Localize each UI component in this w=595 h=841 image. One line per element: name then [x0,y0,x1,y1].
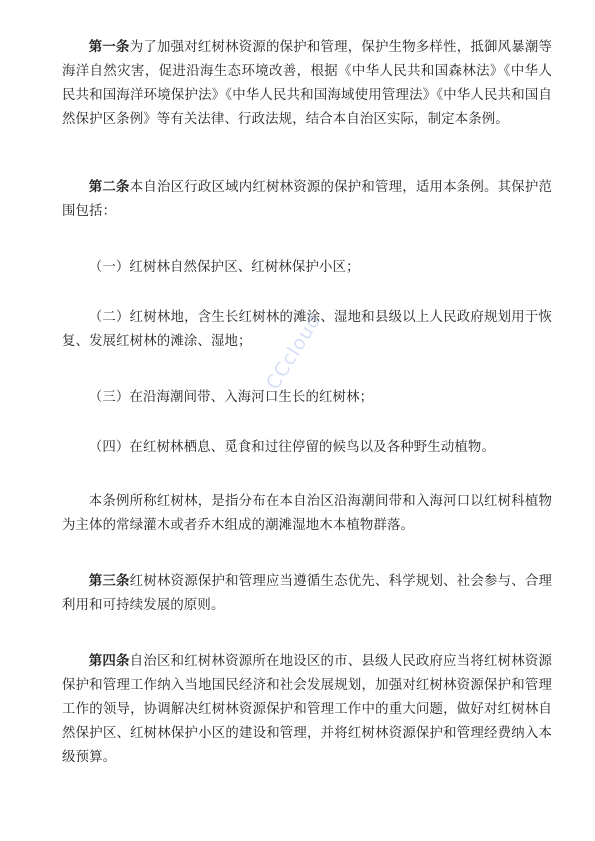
article-3-text: 红树林资源保护和管理应当遵循生态优先、科学规划、社会参与、合理利用和可持续发展的原则。 [62,574,553,613]
article-4-text: 自治区和红树林资源所在地设区的市、县级人民政府应当将红树林资源保护和管理工作纳入当地国民经济和社会发展规划，加强对红树林资源保护和管理工作的领导，协调解决红树林资源保护和管理工作中的重大问题，做好对红树林自然保护区、红树林保护小区的建设和管理，并将红树林资源保护和管理经费纳入本级预算。 [62,654,553,765]
list-item-3: （三）在沿海潮间带、入海河口生长的红树林； [88,390,374,405]
list-item-4: （四）在红树林栖息、觅食和过往停留的候鸟以及各种野生动植物。 [88,440,496,455]
article-2-text: 本自治区行政区域内红树林资源的保护和管理，适用本条例。其保护范围包括： [62,180,553,219]
article-1 [62,36,552,132]
watermark: CCcloud [262,309,326,394]
article-4 [62,650,552,770]
article-1-text: 为了加强对红树林资源的保护和管理，保护生物多样性，抵御风暴潮等海洋自然灾害，促进沿海生态环境改善，根据《中华人民共和国森林法》《中华人民共和国海洋环境保护法》《中华人民共和国海域使用管理法》《中华人民共和国自然保护区条例》等有关法律、行政法规，结合本自治区实际，制定本条例。 [62,40,553,127]
article-3 [62,570,552,618]
list-item-1: （一）红树林自然保护区、红树林保护小区； [88,260,360,275]
article-2 [62,176,552,224]
article-1-label: 第一条 [88,40,130,55]
article-3-label: 第三条 [88,574,130,589]
definition-paragraph: 本条例所称红树林，是指分布在本自治区沿海潮间带和入海河口以红树科植物为主体的常绿灌木或者乔木组成的潮滩湿地木本植物群落。 [62,494,552,533]
article-4-label: 第四条 [88,654,130,669]
article-2-label: 第二条 [88,180,130,195]
list-item-2: （二）红树林地，含生长红树林的滩涂、湿地和县级以上人民政府规划用于恢复、发展红树林的滩涂、湿地； [62,310,552,349]
